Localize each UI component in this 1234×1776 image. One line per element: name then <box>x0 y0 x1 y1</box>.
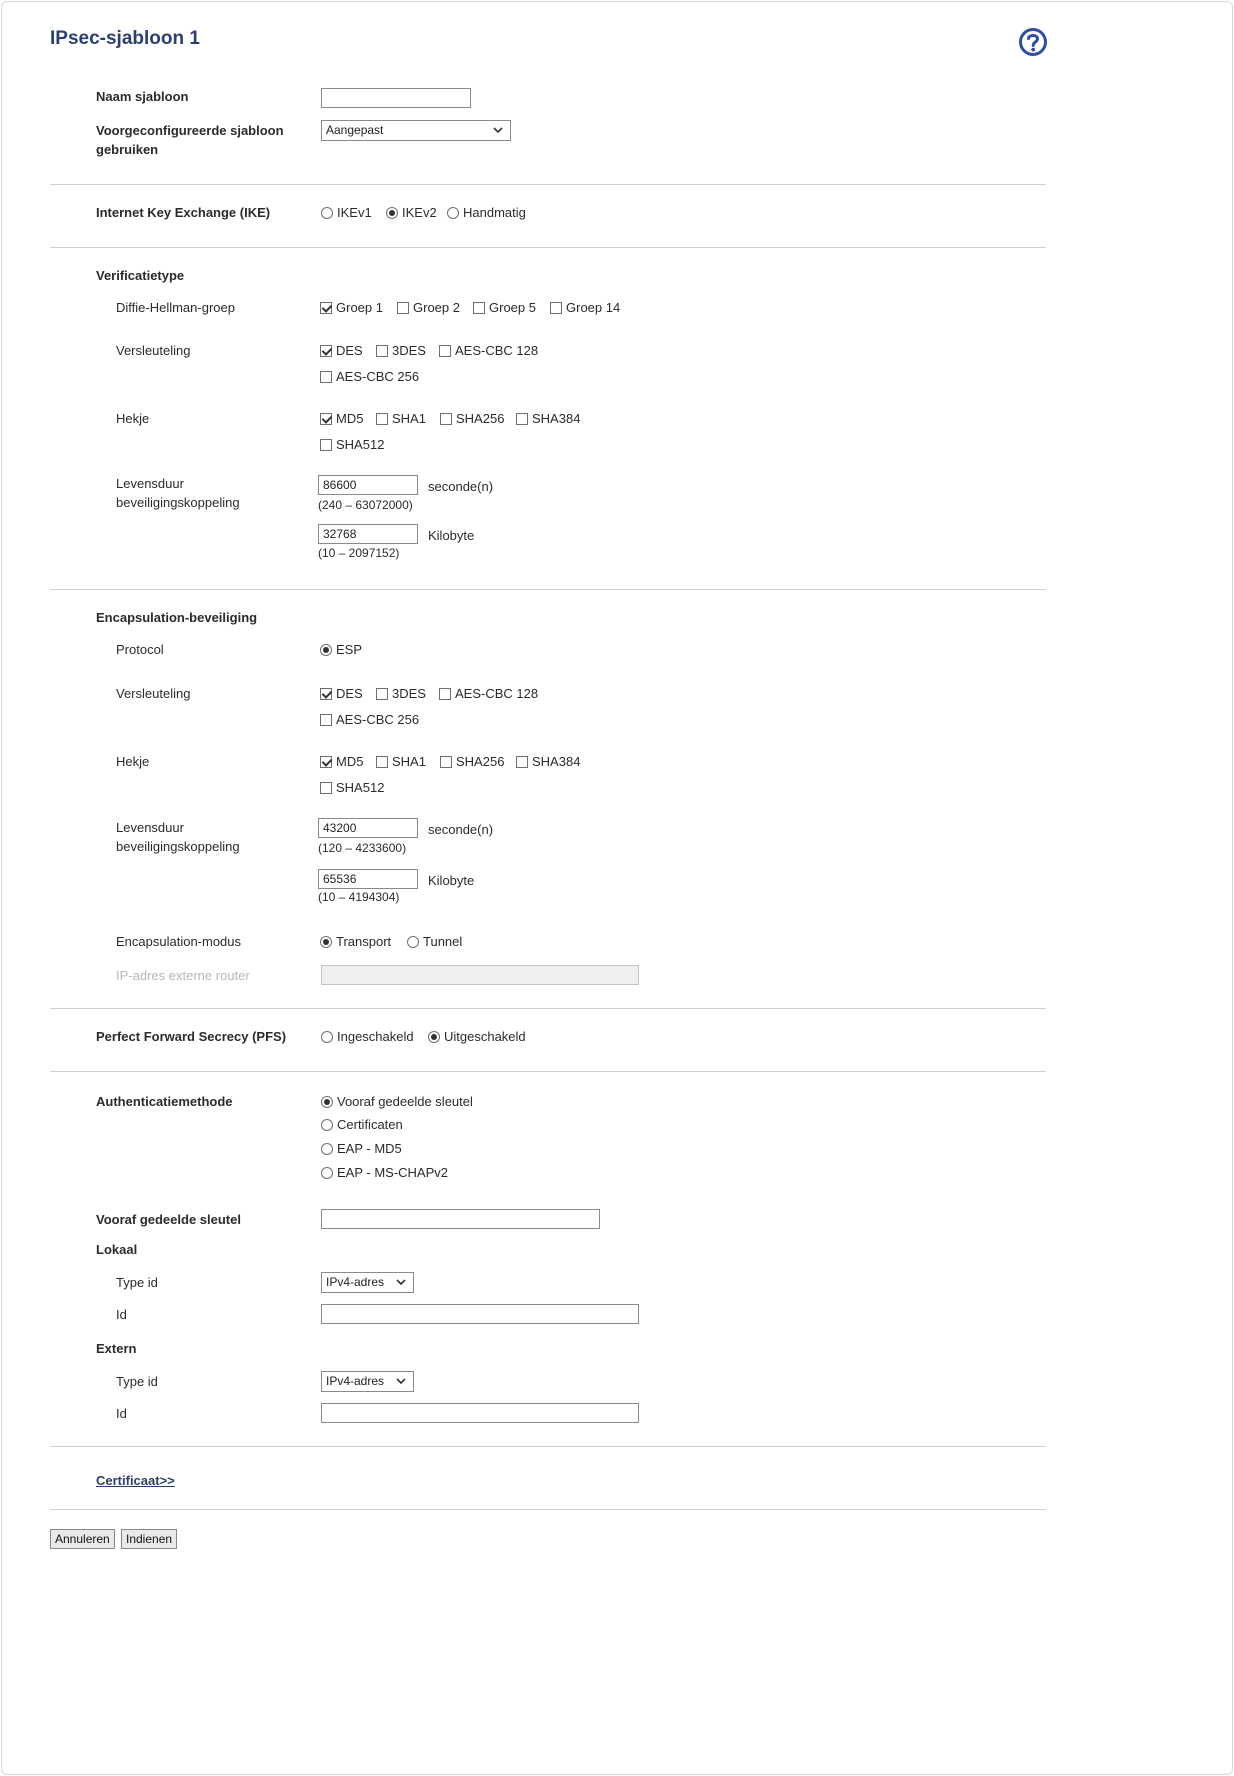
encapsulation-encryption-label: AES-CBC 128 <box>455 686 539 701</box>
kb-unit: Kilobyte <box>428 873 475 888</box>
dh-group-groep-14[interactable] <box>550 300 620 315</box>
divider <box>50 1008 1046 1009</box>
encapsulation-mode-label: Tunnel <box>423 934 463 949</box>
preconfig-select-value: Aangepast <box>326 123 384 137</box>
pfs-option-label: Uitgeschakeld <box>444 1029 526 1044</box>
external-router-input <box>321 965 639 985</box>
encapsulation-lifetime-kb-input[interactable]: 65536 <box>318 869 418 889</box>
certificate-link[interactable]: Certificaat>> <box>96 1473 175 1488</box>
remote-type-select-value: IPv4-adres <box>326 1374 385 1388</box>
radio-button[interactable] <box>321 1143 333 1155</box>
verification-lifetime-label: Levensduur <box>116 476 184 491</box>
encapsulation-encryption-label: AES-CBC 256 <box>336 712 420 727</box>
auth-method-eap-ms-chapv2[interactable] <box>321 1165 448 1180</box>
divider <box>50 589 1046 590</box>
verification-encryption-aes-cbc-256[interactable] <box>320 369 419 384</box>
seconds-range: (120 – 4233600) <box>318 841 407 855</box>
encapsulation-encryption-des[interactable] <box>320 686 363 701</box>
verification-encryption-3des[interactable] <box>376 343 426 358</box>
help-icon[interactable] <box>1018 27 1048 57</box>
verification-hash-sha256[interactable] <box>440 411 504 426</box>
ike-label: Internet Key Exchange (IKE) <box>96 205 271 220</box>
remote-id-label: Id <box>116 1406 127 1421</box>
verification-lifetime-kb-input[interactable]: 32768 <box>318 524 418 544</box>
encapsulation-hash-label: MD5 <box>336 754 364 769</box>
encapsulation-encryption-label: 3DES <box>392 686 426 701</box>
encapsulation-hash-label: SHA512 <box>336 780 385 795</box>
preconfig-label: Voorgeconfigureerde sjabloon <box>96 123 284 138</box>
divider <box>50 184 1046 185</box>
checkbox[interactable] <box>376 756 388 768</box>
encapsulation-hash-sha512[interactable] <box>320 780 384 795</box>
remote-heading: Extern <box>96 1341 137 1356</box>
radio-button[interactable] <box>320 644 332 656</box>
checkbox[interactable] <box>376 688 388 700</box>
radio-button[interactable] <box>321 1031 333 1043</box>
encapsulation-mode-tunnel[interactable] <box>407 934 462 949</box>
divider <box>50 1071 1046 1072</box>
encapsulation-hash-sha384[interactable] <box>516 754 580 769</box>
page-title: IPsec-sjabloon 1 <box>50 28 200 49</box>
checkbox[interactable] <box>376 413 388 425</box>
checkbox[interactable] <box>320 782 332 794</box>
kb-unit: Kilobyte <box>428 528 475 543</box>
verification-encryption-des[interactable] <box>320 343 363 358</box>
radio-button[interactable] <box>320 936 332 948</box>
encapsulation-encryption-3des[interactable] <box>376 686 426 701</box>
verification-hash-label: Hekje <box>116 411 150 426</box>
seconds-unit: seconde(n) <box>428 479 494 494</box>
auth-method-label: EAP - MS-CHAPv2 <box>337 1165 449 1180</box>
seconds-range: (240 – 63072000) <box>318 498 413 512</box>
external-router-label: IP-adres externe router <box>116 968 250 983</box>
preconfig-label-line2: gebruiken <box>96 142 159 157</box>
kb-range: (10 – 4194304) <box>318 890 400 904</box>
remote-type-label: Type id <box>116 1374 158 1389</box>
local-heading: Lokaal <box>96 1242 138 1257</box>
encapsulation-encryption-aes-cbc-256[interactable] <box>320 712 419 727</box>
cancel-button[interactable]: Annuleren <box>50 1529 115 1549</box>
pfs-option-uitgeschakeld[interactable] <box>428 1029 526 1044</box>
auth-method-label: Vooraf gedeelde sleutel <box>337 1094 473 1109</box>
local-type-label: Type id <box>116 1275 158 1290</box>
local-id-label: Id <box>116 1307 127 1322</box>
verification-hash-sha384[interactable] <box>516 411 580 426</box>
dh-group-label: Groep 1 <box>336 300 383 315</box>
verification-hash-label: SHA256 <box>456 411 505 426</box>
verification-hash-label: SHA384 <box>532 411 581 426</box>
dh-group-label: Groep 2 <box>413 300 460 315</box>
checkbox[interactable] <box>320 439 332 451</box>
verification-hash-sha1[interactable] <box>376 411 426 426</box>
encapsulation-mode-transport[interactable] <box>320 934 391 949</box>
ike-option-label: IKEv2 <box>402 205 437 220</box>
radio-button[interactable] <box>407 936 419 948</box>
radio-button[interactable] <box>386 207 398 219</box>
submit-button[interactable]: Indienen <box>121 1529 177 1549</box>
template-name-input[interactable] <box>321 88 471 108</box>
auth-method-label: Certificaten <box>337 1117 403 1132</box>
encapsulation-hash-md5[interactable] <box>320 754 363 769</box>
divider <box>50 247 1046 248</box>
encapsulation-hash-label: Hekje <box>116 754 150 769</box>
encapsulation-lifetime-seconds-input[interactable]: 43200 <box>318 818 418 838</box>
auth-method-vooraf-gedeelde-sleutel[interactable] <box>321 1094 473 1109</box>
verification-hash-sha512[interactable] <box>320 437 384 452</box>
checkbox[interactable] <box>320 413 332 425</box>
encapsulation-encryption-label: DES <box>336 686 363 701</box>
checkbox[interactable] <box>440 413 452 425</box>
radio-button[interactable] <box>321 1119 333 1131</box>
verification-lifetime-seconds-input[interactable]: 86600 <box>318 475 418 495</box>
remote-id-input[interactable] <box>321 1403 639 1423</box>
checkbox[interactable] <box>439 688 451 700</box>
dh-group-groep-1[interactable] <box>320 300 383 315</box>
verification-lifetime-label-line2: beveiligingskoppeling <box>116 495 240 510</box>
local-type-select-value: IPv4-adres <box>326 1275 385 1289</box>
preconfig-select[interactable] <box>321 120 511 141</box>
checkbox[interactable] <box>320 345 332 357</box>
radio-button[interactable] <box>321 1096 333 1108</box>
checkbox[interactable] <box>320 688 332 700</box>
checkbox[interactable] <box>376 345 388 357</box>
verification-hash-label: SHA512 <box>336 437 385 452</box>
encapsulation-mode-label: Encapsulation-modus <box>116 934 242 949</box>
kb-range: (10 – 2097152) <box>318 546 400 560</box>
local-type-select[interactable] <box>321 1272 414 1293</box>
verification-encryption-aes-cbc-128[interactable] <box>439 343 538 358</box>
pfs-label: Perfect Forward Secrecy (PFS) <box>96 1029 287 1044</box>
checkbox[interactable] <box>320 714 332 726</box>
ike-option-label: IKEv1 <box>337 205 372 220</box>
verification-encryption-label: AES-CBC 128 <box>455 343 539 358</box>
chevron-down-icon <box>492 124 504 136</box>
radio-button[interactable] <box>447 207 459 219</box>
dh-group-label: Groep 5 <box>489 300 536 315</box>
protocol-esp[interactable] <box>320 642 362 657</box>
encapsulation-mode-label: Transport <box>336 934 392 949</box>
local-id-input[interactable] <box>321 1304 639 1324</box>
verification-encryption-label: AES-CBC 256 <box>336 369 420 384</box>
verification-heading: Verificatietype <box>96 268 185 283</box>
checkbox[interactable] <box>439 345 451 357</box>
dh-group-groep-5[interactable] <box>473 300 536 315</box>
verification-hash-label: SHA1 <box>392 411 426 426</box>
encapsulation-hash-label: SHA256 <box>456 754 505 769</box>
dh-group-label: Diffie-Hellman-groep <box>116 300 235 315</box>
encapsulation-heading: Encapsulation-beveiliging <box>96 610 258 625</box>
checkbox[interactable] <box>320 756 332 768</box>
psk-input[interactable] <box>321 1209 600 1229</box>
radio-button[interactable] <box>321 207 333 219</box>
divider <box>50 1446 1046 1447</box>
divider <box>50 1509 1046 1510</box>
seconds-unit: seconde(n) <box>428 822 494 837</box>
checkbox[interactable] <box>320 371 332 383</box>
checkbox[interactable] <box>516 756 528 768</box>
encapsulation-hash-label: SHA1 <box>392 754 426 769</box>
verification-encryption-label: DES <box>336 343 363 358</box>
encapsulation-encryption-label: Versleuteling <box>116 686 191 701</box>
pfs-option-label: Ingeschakeld <box>337 1029 414 1044</box>
protocol-label: Protocol <box>116 642 164 657</box>
checkbox[interactable] <box>320 302 332 314</box>
checkbox[interactable] <box>440 756 452 768</box>
encapsulation-encryption-aes-cbc-128[interactable] <box>439 686 538 701</box>
encapsulation-lifetime-label-line2: beveiligingskoppeling <box>116 839 240 854</box>
encapsulation-lifetime-label: Levensduur <box>116 820 184 835</box>
chevron-down-icon <box>395 1375 407 1387</box>
auth-method-label: EAP - MD5 <box>337 1141 402 1156</box>
verification-hash-md5[interactable] <box>320 411 363 426</box>
dh-group-groep-2[interactable] <box>397 300 460 315</box>
chevron-down-icon <box>395 1276 407 1288</box>
radio-button[interactable] <box>428 1031 440 1043</box>
ike-option-ikev1[interactable] <box>321 205 372 220</box>
checkbox[interactable] <box>397 302 409 314</box>
auth-method-certificaten[interactable] <box>321 1117 403 1132</box>
radio-button[interactable] <box>321 1167 333 1179</box>
verification-hash-label: MD5 <box>336 411 364 426</box>
auth-method-label: Authenticatiemethode <box>96 1094 233 1109</box>
verification-encryption-label: 3DES <box>392 343 426 358</box>
ike-option-handmatig[interactable] <box>447 205 526 220</box>
auth-method-eap-md5[interactable] <box>321 1141 402 1156</box>
remote-type-select[interactable] <box>321 1371 414 1392</box>
dh-group-label: Groep 14 <box>566 300 621 315</box>
protocol-label: ESP <box>336 642 363 657</box>
checkbox[interactable] <box>550 302 562 314</box>
encapsulation-hash-sha256[interactable] <box>440 754 504 769</box>
encapsulation-hash-label: SHA384 <box>532 754 581 769</box>
encapsulation-hash-sha1[interactable] <box>376 754 426 769</box>
ike-option-ikev2[interactable] <box>386 205 437 220</box>
verification-encryption-label: Versleuteling <box>116 343 191 358</box>
checkbox[interactable] <box>516 413 528 425</box>
template-name-label: Naam sjabloon <box>96 89 189 104</box>
psk-label: Vooraf gedeelde sleutel <box>96 1212 241 1227</box>
checkbox[interactable] <box>473 302 485 314</box>
ike-option-label: Handmatig <box>463 205 526 220</box>
pfs-option-ingeschakeld[interactable] <box>321 1029 414 1044</box>
